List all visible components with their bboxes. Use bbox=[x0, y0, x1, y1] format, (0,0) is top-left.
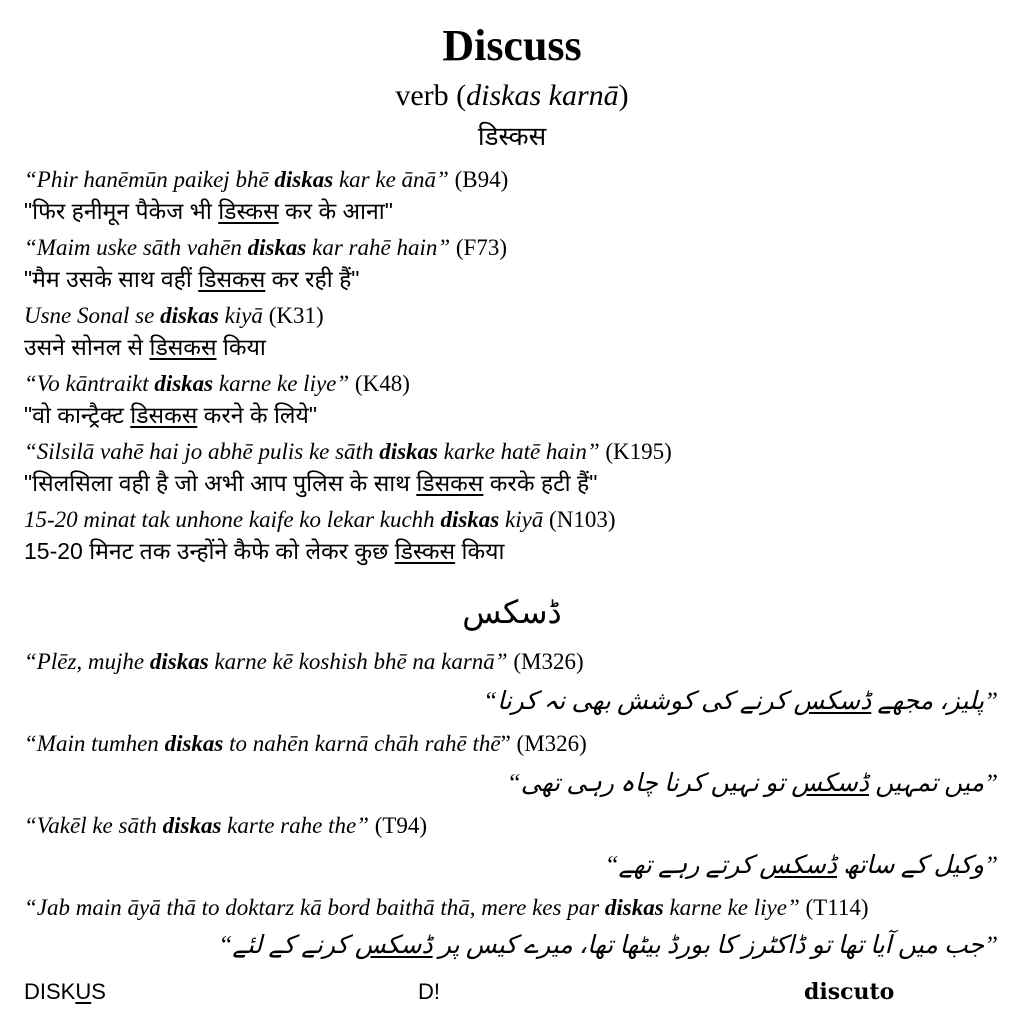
example-transliteration: “Main tumhen diskas to nahēn karnā chāh rahē thē” (M326) bbox=[24, 731, 587, 756]
footer-pronunciation: DISKUS bbox=[24, 979, 106, 1004]
example-transliteration: Usne Sonal se diskas kiyā (K31) bbox=[24, 303, 324, 328]
example-urdu: ”پلیز، مجھے ڈسکس کرنے کی کوشش بھی نہ کرنا“ bbox=[483, 688, 998, 715]
part-of-speech bbox=[0, 78, 1024, 114]
example-transliteration: “Maim uske sāth vahēn diskas kar rahē hain” (F73) bbox=[24, 235, 507, 260]
footer-etymology: discuto bbox=[804, 979, 895, 1005]
example-transliteration: “Phir hanēmūn paikej bhē diskas kar ke ānā” (B94) bbox=[24, 167, 509, 192]
hindi-headword: डिस्कस bbox=[477, 121, 547, 151]
example-devanagari: "मैम उसके साथ वहीं डिसकस कर रही हैं" bbox=[24, 266, 360, 292]
example-transliteration: “Vakēl ke sāth diskas karte rahe the” (T94) bbox=[24, 813, 428, 838]
example-urdu: ”میں تمہیں ڈسکس تو نہیں کرنا چاہ رہی تھی“ bbox=[506, 770, 998, 797]
footer-mnemonic: D! bbox=[418, 979, 440, 1004]
example-urdu: ”جب میں آیا تھا تو ڈاکٹرز کا بورڈ بیٹھا تھا، میرے کیس پر ڈسکس کرنے کے لئے“ bbox=[218, 932, 998, 959]
entry-title: Discuss bbox=[442, 21, 582, 70]
example-transliteration: “Silsilā vahē hai jo abhē pulis ke sāth diskas karke hatē hain” (K195) bbox=[24, 439, 672, 464]
pos-label: verb ( bbox=[395, 79, 467, 112]
example-devanagari: "सिलसिला वही है जो अभी आप पुलिस के साथ डिसकस करके हटी हैं" bbox=[24, 470, 598, 496]
example-devanagari: 15-20 मिनट तक उन्होंने कैफे को लेकर कुछ डिस्कस किया bbox=[24, 538, 505, 564]
example-devanagari: उसने सोनल से डिसकस किया bbox=[24, 334, 266, 360]
urdu-headword: ڈسکس bbox=[462, 594, 562, 630]
example-devanagari: "वो कान्ट्रैक्ट डिसकस करने के लिये" bbox=[24, 402, 318, 428]
example-transliteration: “Vo kāntraikt diskas karne ke liye” (K48) bbox=[24, 371, 410, 396]
example-transliteration: 15-20 minat tak unhone kaife ko lekar kuchh diskas kiyā (N103) bbox=[24, 507, 616, 532]
example-transliteration: “Plēz, mujhe diskas karne kē koshish bhē na karnā” (M326) bbox=[24, 649, 584, 674]
example-devanagari: "फिर हनीमून पैकेज भी डिस्कस कर के आना" bbox=[24, 198, 393, 224]
example-transliteration: “Jab main āyā thā to doktarz kā bord baithā thā, mere kes par diskas karne ke liye” (T114) bbox=[24, 895, 869, 920]
pos-term: diskas karnā bbox=[466, 79, 619, 112]
pos-close: ) bbox=[618, 79, 629, 112]
example-urdu: ”وکیل کے ساتھ ڈسکس کرتے رہے تھے“ bbox=[604, 852, 998, 879]
